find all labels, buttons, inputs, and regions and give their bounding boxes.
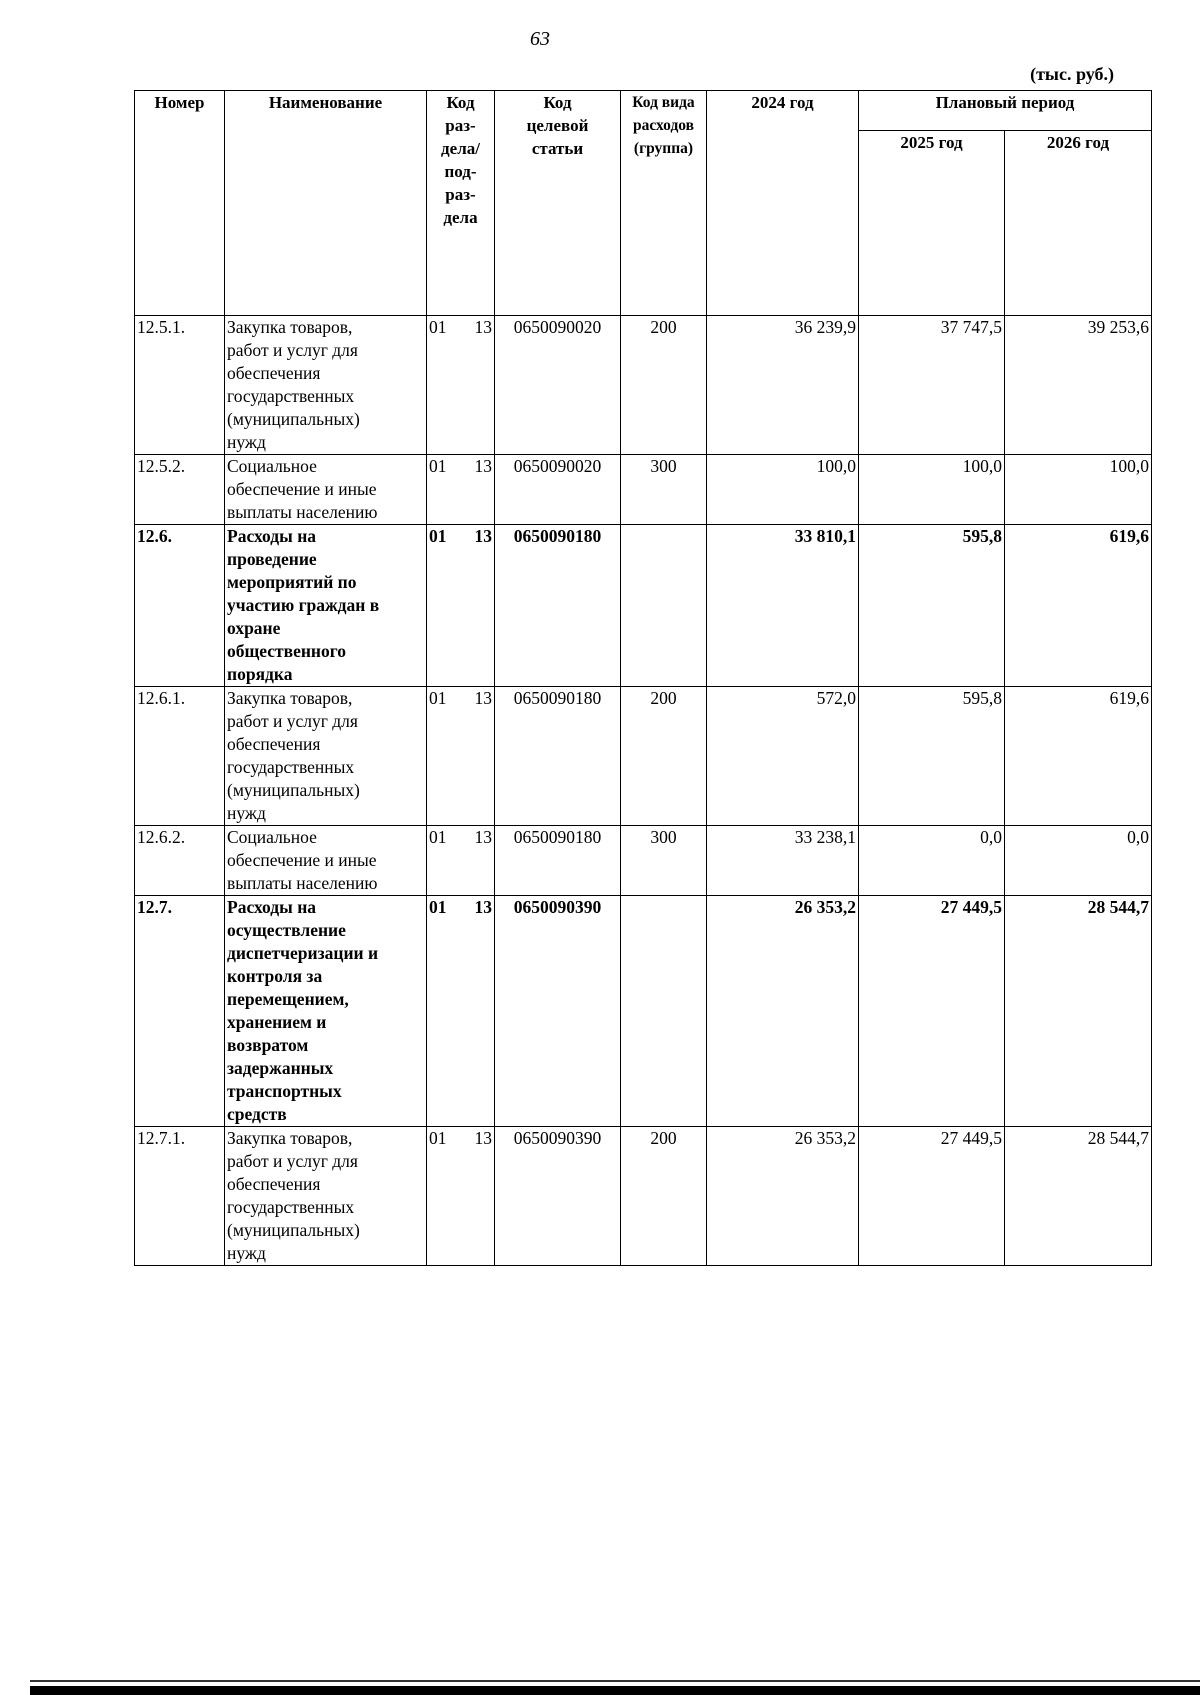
row-target-code: 0650090180: [495, 525, 621, 687]
row-name-line: диспетчеризации и: [227, 943, 379, 963]
row-name-line: государственных: [227, 386, 355, 406]
row-subsection: 13: [474, 827, 492, 847]
row-amount-2024: 100,0: [707, 455, 859, 525]
row-name-line: хранением и: [227, 1012, 327, 1032]
row-name-line: Закупка товаров,: [227, 1128, 353, 1148]
table-body: [135, 316, 1152, 1266]
row-name: [225, 1127, 427, 1266]
row-name-line: Закупка товаров,: [227, 688, 353, 708]
row-name-line: порядка: [227, 664, 293, 684]
row-section: 01: [429, 688, 447, 708]
table-row: [135, 826, 1152, 896]
row-amount-2024: 36 239,9: [707, 316, 859, 455]
row-number: 12.5.1.: [135, 316, 225, 455]
row-name-line: работ и услуг для: [227, 340, 358, 360]
row-name-line: нужд: [227, 432, 266, 452]
row-name: [225, 316, 427, 455]
row-number: 12.6.1.: [135, 687, 225, 826]
row-subsection: 13: [474, 317, 492, 337]
row-expense-code: 300: [621, 455, 707, 525]
row-amount-2024: 26 353,2: [707, 1127, 859, 1266]
row-name-line: перемещением,: [227, 989, 349, 1009]
row-target-code: 0650090180: [495, 687, 621, 826]
page-number: 63: [530, 28, 550, 50]
row-name-line: (муниципальных): [227, 1220, 360, 1240]
header-section-code: [427, 91, 495, 316]
row-section-code: [427, 687, 495, 826]
row-amount-2025: 595,8: [859, 525, 1005, 687]
header-expense-code: [621, 91, 707, 316]
table-row: [135, 455, 1152, 525]
row-name-line: контроля за: [227, 966, 323, 986]
row-target-code: 0650090390: [495, 896, 621, 1127]
header-target-code-line: статьи: [531, 139, 584, 158]
header-target-code-line: Код: [543, 93, 572, 112]
row-section: 01: [429, 897, 447, 917]
row-name-line: (муниципальных): [227, 780, 360, 800]
header-expense-code-line: Код вида: [632, 94, 695, 111]
row-name-line: общественного: [227, 641, 347, 661]
row-name-line: выплаты населению: [227, 873, 378, 893]
row-name-line: участию граждан в: [227, 595, 380, 615]
row-name: [225, 687, 427, 826]
header-expense-code-line: (группа): [633, 140, 694, 157]
row-name-line: обеспечения: [227, 1174, 321, 1194]
row-amount-2024: 572,0: [707, 687, 859, 826]
row-amount-2026: 619,6: [1005, 687, 1152, 826]
row-name-line: обеспечение и иные: [227, 850, 377, 870]
row-name-line: Социальное: [227, 456, 317, 476]
row-amount-2026: 0,0: [1005, 826, 1152, 896]
row-target-code: 0650090180: [495, 826, 621, 896]
table-row: [135, 896, 1152, 1127]
row-name-line: охране: [227, 618, 281, 638]
header-planned-period: Плановый период: [859, 91, 1152, 131]
row-name-line: обеспечения: [227, 734, 321, 754]
row-name-line: нужд: [227, 803, 266, 823]
bottom-scan-rule-thin: [30, 1680, 1200, 1682]
table-row: [135, 525, 1152, 687]
row-amount-2024: 33 238,1: [707, 826, 859, 896]
row-number: 12.7.: [135, 896, 225, 1127]
row-name-line: средств: [227, 1104, 287, 1124]
header-section-code-line: дела: [443, 208, 478, 227]
header-2026: 2026 год: [1005, 131, 1152, 316]
row-section-code: [427, 896, 495, 1127]
row-amount-2025: 27 449,5: [859, 896, 1005, 1127]
row-expense-code: 200: [621, 316, 707, 455]
row-name: [225, 826, 427, 896]
row-target-code: 0650090020: [495, 316, 621, 455]
header-2024: 2024 год: [707, 91, 859, 316]
row-amount-2025: 100,0: [859, 455, 1005, 525]
row-subsection: 13: [474, 526, 492, 546]
row-name-line: Расходы на: [227, 526, 317, 546]
row-number: 12.6.: [135, 525, 225, 687]
row-name-line: транспортных: [227, 1081, 342, 1101]
header-section-code-line: под-: [444, 162, 477, 181]
row-expense-code: 200: [621, 687, 707, 826]
header-section-code-line: дела/: [441, 139, 480, 158]
row-expense-code: [621, 525, 707, 687]
header-target-code: [495, 91, 621, 316]
row-amount-2024: 33 810,1: [707, 525, 859, 687]
row-name-line: Расходы на: [227, 897, 317, 917]
row-target-code: 0650090390: [495, 1127, 621, 1266]
bottom-scan-rule: [30, 1686, 1200, 1695]
row-name-line: обеспечение и иные: [227, 479, 377, 499]
row-name-line: государственных: [227, 1197, 355, 1217]
row-amount-2025: 0,0: [859, 826, 1005, 896]
row-section: 01: [429, 1128, 447, 1148]
row-subsection: 13: [474, 688, 492, 708]
row-name-line: работ и услуг для: [227, 1151, 358, 1171]
row-amount-2026: 619,6: [1005, 525, 1152, 687]
row-section: 01: [429, 827, 447, 847]
row-amount-2025: 27 449,5: [859, 1127, 1005, 1266]
row-section-code: [427, 316, 495, 455]
row-subsection: 13: [474, 1128, 492, 1148]
row-name-line: возвратом: [227, 1035, 309, 1055]
row-name-line: Социальное: [227, 827, 317, 847]
row-number: 12.7.1.: [135, 1127, 225, 1266]
row-section-code: [427, 455, 495, 525]
header-section-code-line: раз-: [445, 185, 476, 204]
row-expense-code: 300: [621, 826, 707, 896]
row-amount-2024: 26 353,2: [707, 896, 859, 1127]
row-number: 12.6.2.: [135, 826, 225, 896]
row-expense-code: 200: [621, 1127, 707, 1266]
row-section: 01: [429, 456, 447, 476]
row-number: 12.5.2.: [135, 455, 225, 525]
table-row: [135, 687, 1152, 826]
header-target-code-line: целевой: [526, 116, 589, 135]
budget-table: [134, 90, 1152, 1266]
row-target-code: 0650090020: [495, 455, 621, 525]
row-name-line: выплаты населению: [227, 502, 378, 522]
row-amount-2026: 39 253,6: [1005, 316, 1152, 455]
row-name-line: задержанных: [227, 1058, 334, 1078]
row-section: 01: [429, 526, 447, 546]
header-expense-code-line: расходов: [632, 117, 695, 134]
row-section-code: [427, 1127, 495, 1266]
header-2025: 2025 год: [859, 131, 1005, 316]
row-name: [225, 455, 427, 525]
row-name-line: работ и услуг для: [227, 711, 358, 731]
row-name-line: нужд: [227, 1243, 266, 1263]
header-number: Номер: [135, 91, 225, 316]
units-label: (тыс. руб.): [1030, 64, 1114, 84]
header-section-code-line: раз-: [445, 116, 476, 135]
row-amount-2025: 595,8: [859, 687, 1005, 826]
row-section-code: [427, 826, 495, 896]
header-name: Наименование: [225, 91, 427, 316]
row-amount-2026: 100,0: [1005, 455, 1152, 525]
row-name: [225, 525, 427, 687]
row-section: 01: [429, 317, 447, 337]
row-name-line: мероприятий по: [227, 572, 357, 592]
header-section-code-line: Код: [446, 93, 475, 112]
row-name-line: государственных: [227, 757, 355, 777]
table-row: [135, 1127, 1152, 1266]
row-name-line: обеспечения: [227, 363, 321, 383]
row-name-line: осуществление: [227, 920, 346, 940]
row-name-line: (муниципальных): [227, 409, 360, 429]
row-name-line: Закупка товаров,: [227, 317, 353, 337]
row-subsection: 13: [474, 897, 492, 917]
row-expense-code: [621, 896, 707, 1127]
row-amount-2026: 28 544,7: [1005, 896, 1152, 1127]
row-name: [225, 896, 427, 1127]
row-amount-2026: 28 544,7: [1005, 1127, 1152, 1266]
row-section-code: [427, 525, 495, 687]
row-name-line: проведение: [227, 549, 317, 569]
row-amount-2025: 37 747,5: [859, 316, 1005, 455]
row-subsection: 13: [474, 456, 492, 476]
table-row: [135, 316, 1152, 455]
